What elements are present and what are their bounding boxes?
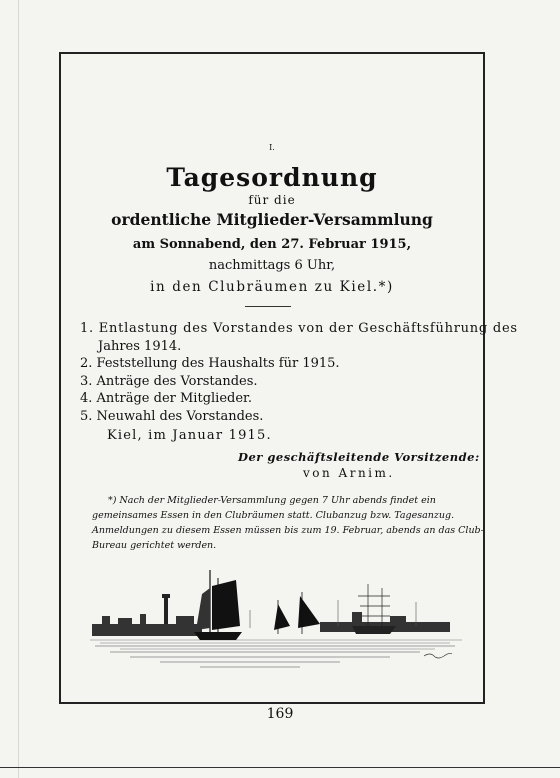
- agenda-list: [80, 320, 518, 425]
- page-title: Tagesordnung: [166, 163, 378, 192]
- scan-bottom-edge: [0, 767, 560, 768]
- agenda-item-text: 5. Neuwahl des Vorstandes.: [80, 408, 264, 424]
- agenda-item-text: Jahres 1914.: [98, 338, 182, 354]
- page-number: 169: [266, 706, 294, 722]
- title-connector: für die: [248, 193, 296, 207]
- agenda-item: [80, 355, 472, 373]
- agenda-item: [80, 408, 472, 426]
- agenda-item-text: 4. Anträge der Mitglieder.: [80, 391, 252, 406]
- harbor-illustration: [90, 566, 462, 674]
- meeting-subtitle: ordentliche Mitglieder-Versammlung: [111, 210, 433, 229]
- meeting-time: nachmittags 6 Uhr,: [208, 258, 336, 273]
- scan-edge: [18, 0, 19, 778]
- footnote: [92, 493, 484, 553]
- agenda-item: [80, 373, 472, 391]
- agenda-item-text: 3. Anträge des Vorstandes.: [80, 373, 258, 389]
- signature-title: Der geschäftsleitende Vorsitzende:: [238, 450, 480, 464]
- footnote-line: *) Nach der Mitglieder-Versammlung gegen 7 Uhr abends findet ein: [108, 495, 436, 506]
- section-number: I.: [269, 143, 275, 152]
- divider: [245, 306, 291, 307]
- agenda-item-text: 1. Entlastung des Vorstandes von der Geschäftsführung des: [80, 321, 518, 336]
- agenda-item-text: 2. Feststellung des Haushalts für 1915.: [80, 356, 340, 371]
- footnote-line: Bureau gerichtet werden.: [92, 540, 217, 551]
- footnote-line: gemeinsames Essen in den Clubräumen statt. Clubanzug bzw. Tagesanzug.: [92, 510, 455, 521]
- agenda-item: [80, 390, 472, 408]
- meeting-place: in den Clubräumen zu Kiel.*): [150, 279, 394, 295]
- meeting-date: am Sonnabend, den 27. Februar 1915,: [132, 237, 412, 252]
- signoff-place-date: Kiel, im Januar 1915.: [107, 428, 272, 443]
- signature-name: von Arnim.: [303, 466, 395, 480]
- agenda-item: [80, 320, 518, 355]
- footnote-line: Anmeldungen zu diesem Essen müssen bis zum 19. Februar, abends an das Club-: [92, 525, 484, 536]
